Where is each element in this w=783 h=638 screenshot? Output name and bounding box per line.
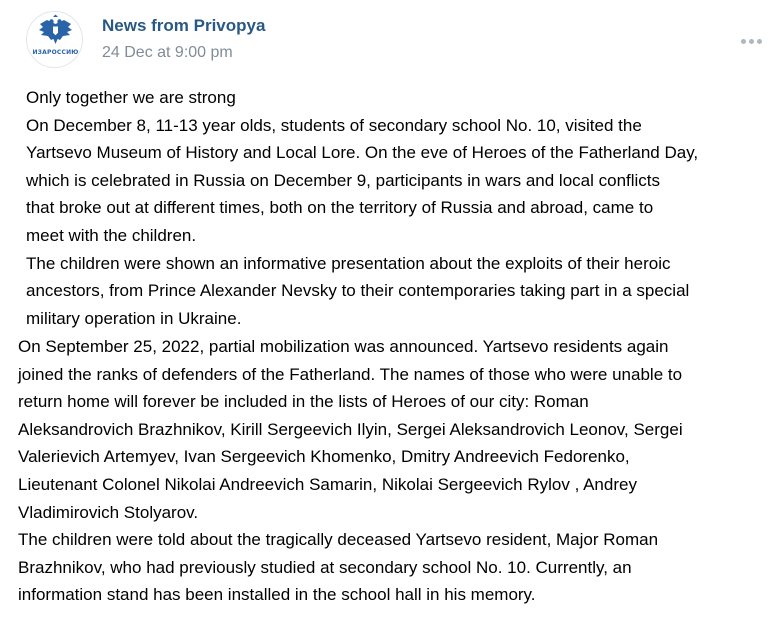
post-text-line: ancestors, from Prince Alexander Nevsky to their contemporaries taking part in a special	[26, 281, 690, 301]
post-text-line: Valerievich Artemyev, Ivan Sergeevich Khomenko, Dmitry Andreevich Fedorenko,	[18, 447, 630, 467]
post-text-line: The children were shown an informative presentation about the exploits of their heroic	[26, 253, 671, 273]
post-text-line: Yartsevo Museum of History and Local Lore. On the eve of Heroes of the Fatherland Day,	[26, 143, 699, 163]
post-text-line: which is celebrated in Russia on December 9, participants in wars and local conflicts	[26, 170, 661, 190]
post-text-line: Vladimirovich Stolyarov.	[18, 502, 199, 522]
post-text-intro	[26, 84, 698, 332]
avatar[interactable]	[26, 11, 83, 68]
avatar-logo-text: ИЗАРОССИЮ	[32, 49, 79, 56]
post-text-line: Brazhnikov, who had previously studied at secondary school No. 10. Currently, an	[18, 557, 632, 577]
more-horizontal-icon	[757, 39, 762, 44]
double-headed-eagle-icon	[27, 12, 83, 68]
post-text-line: that broke out at different times, both on the territory of Russia and abroad, came to	[26, 198, 654, 218]
post-text-line: On December 8, 11-13 year olds, students of secondary school No. 10, visited the	[26, 115, 642, 135]
post-text-line: Aleksandrovich Brazhnikov, Kirill Sergeevich Ilyin, Sergei Aleksandrovich Leonov, Sergei	[18, 419, 683, 439]
more-horizontal-icon	[749, 39, 754, 44]
post-text-main	[18, 333, 683, 609]
author-name-link[interactable]: News from Privopya	[102, 16, 266, 35]
post-text-line: The children were told about the tragically deceased Yartsevo resident, Major Roman	[18, 530, 659, 550]
more-options-button[interactable]	[734, 30, 768, 54]
post-text-line: return home will forever be included in the lists of Heroes of our city: Roman	[18, 392, 589, 412]
post-text-line: On September 25, 2022, partial mobilization was announced. Yartsevo residents again	[18, 337, 669, 356]
post-date-link[interactable]: 24 Dec at 9:00 pm	[102, 44, 233, 61]
post-text-line: Lieutenant Colonel Nikolai Andreevich Samarin, Nikolai Sergeevich Rylov , Andrey	[18, 474, 637, 494]
post-text-line: joined the ranks of defenders of the Fatherland. The names of those who were unable to	[18, 364, 683, 384]
post-text-line: meet with the children.	[26, 225, 197, 245]
post-text-line: Only together we are strong	[26, 88, 236, 107]
post-text-line: military operation in Ukraine.	[26, 308, 242, 328]
post-text-line: information stand has been installed in the school hall in his memory.	[18, 585, 536, 605]
more-horizontal-icon	[741, 39, 746, 44]
